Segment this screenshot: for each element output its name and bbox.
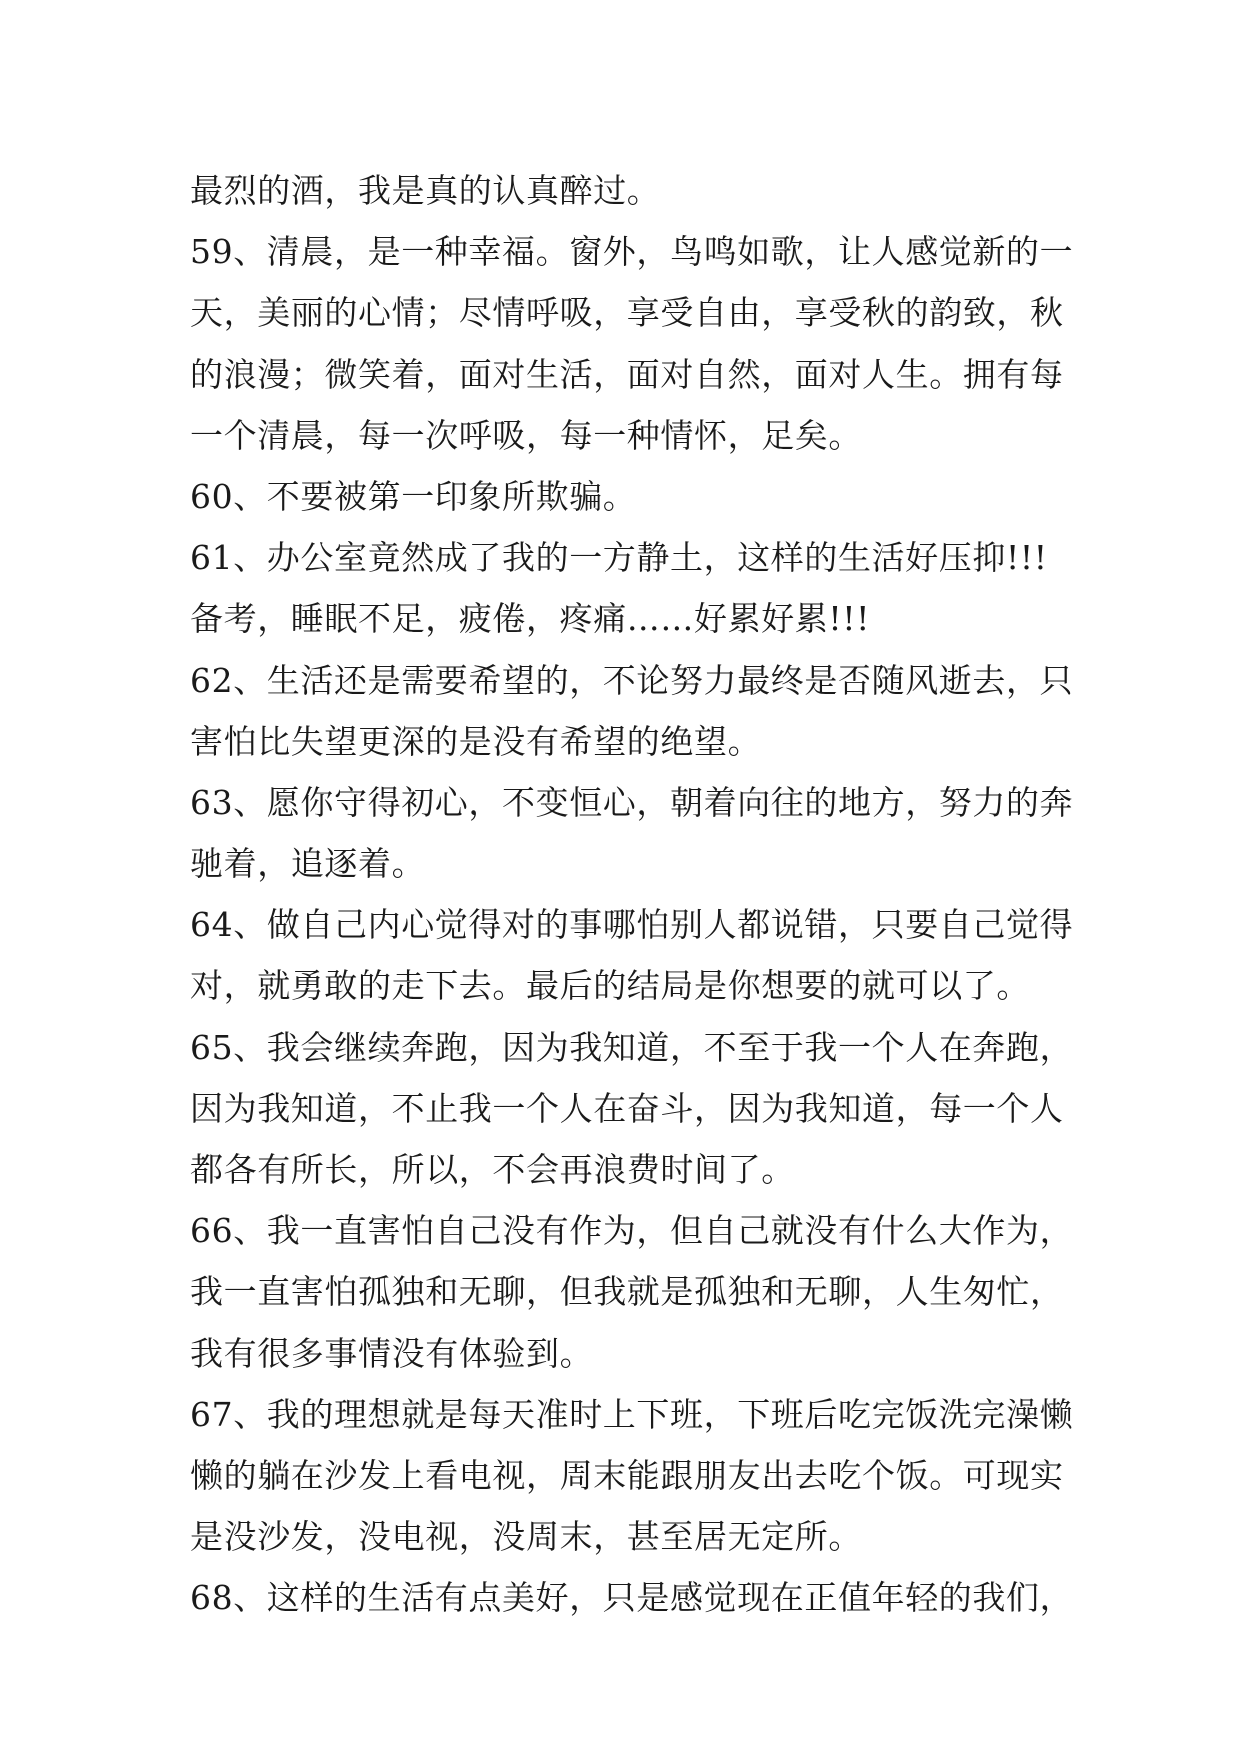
text-line: 是没沙发，没电视，没周末，甚至居无定所。 — [190, 1517, 862, 1557]
text-line: 61、办公室竟然成了我的一方静土，这样的生活好压抑!!! — [190, 538, 1048, 578]
text-line: 的浪漫；微笑着，面对生活，面对自然，面对人生。拥有每 — [190, 354, 1064, 394]
text-line: 64、做自己内心觉得对的事哪怕别人都说错，只要自己觉得 — [190, 905, 1074, 945]
text-line: 害怕比失望更深的是没有希望的绝望。 — [190, 721, 762, 761]
text-line: 68、这样的生活有点美好，只是感觉现在正值年轻的我们， — [190, 1578, 1074, 1618]
text-line: 59、清晨，是一种幸福。窗外，鸟鸣如歌，让人感觉新的一 — [190, 232, 1074, 272]
text-line: 对，就勇敢的走下去。最后的结局是你想要的就可以了。 — [190, 966, 1030, 1006]
text-line: 66、我一直害怕自己没有作为，但自己就没有什么大作为， — [190, 1211, 1074, 1251]
text-line: 一个清晨，每一次呼吸，每一种情怀，足矣。 — [190, 415, 862, 455]
text-line: 63、愿你守得初心，不变恒心，朝着向往的地方，努力的奔 — [190, 782, 1074, 822]
text-line: 最烈的酒，我是真的认真醉过。 — [190, 171, 661, 210]
text-line: 因为我知道，不止我一个人在奋斗，因为我知道，每一个人 — [190, 1088, 1064, 1128]
text-line: 我有很多事情没有体验到。 — [190, 1333, 594, 1373]
text-line: 我一直害怕孤独和无聊，但我就是孤独和无聊，人生匆忙， — [190, 1272, 1064, 1312]
text-line: 备考，睡眠不足，疲倦，疼痛……好累好累!!! — [190, 599, 870, 639]
text-line: 62、生活还是需要希望的，不论努力最终是否随风逝去，只 — [190, 660, 1074, 700]
text-line: 天，美丽的心情；尽情呼吸，享受自由，享受秋的韵致，秋 — [190, 293, 1064, 333]
text-line: 67、我的理想就是每天准时上下班，下班后吃完饭洗完澡懒 — [190, 1394, 1074, 1434]
body-text — [190, 160, 1074, 1629]
text-line: 65、我会继续奔跑，因为我知道，不至于我一个人在奔跑， — [190, 1027, 1074, 1067]
text-line: 60、不要被第一印象所欺骗。 — [190, 476, 637, 516]
text-line: 懒的躺在沙发上看电视，周末能跟朋友出去吃个饭。可现实 — [190, 1455, 1064, 1495]
text-line: 都各有所长，所以，不会再浪费时间了。 — [190, 1150, 795, 1189]
text-line: 驰着，追逐着。 — [190, 844, 426, 884]
